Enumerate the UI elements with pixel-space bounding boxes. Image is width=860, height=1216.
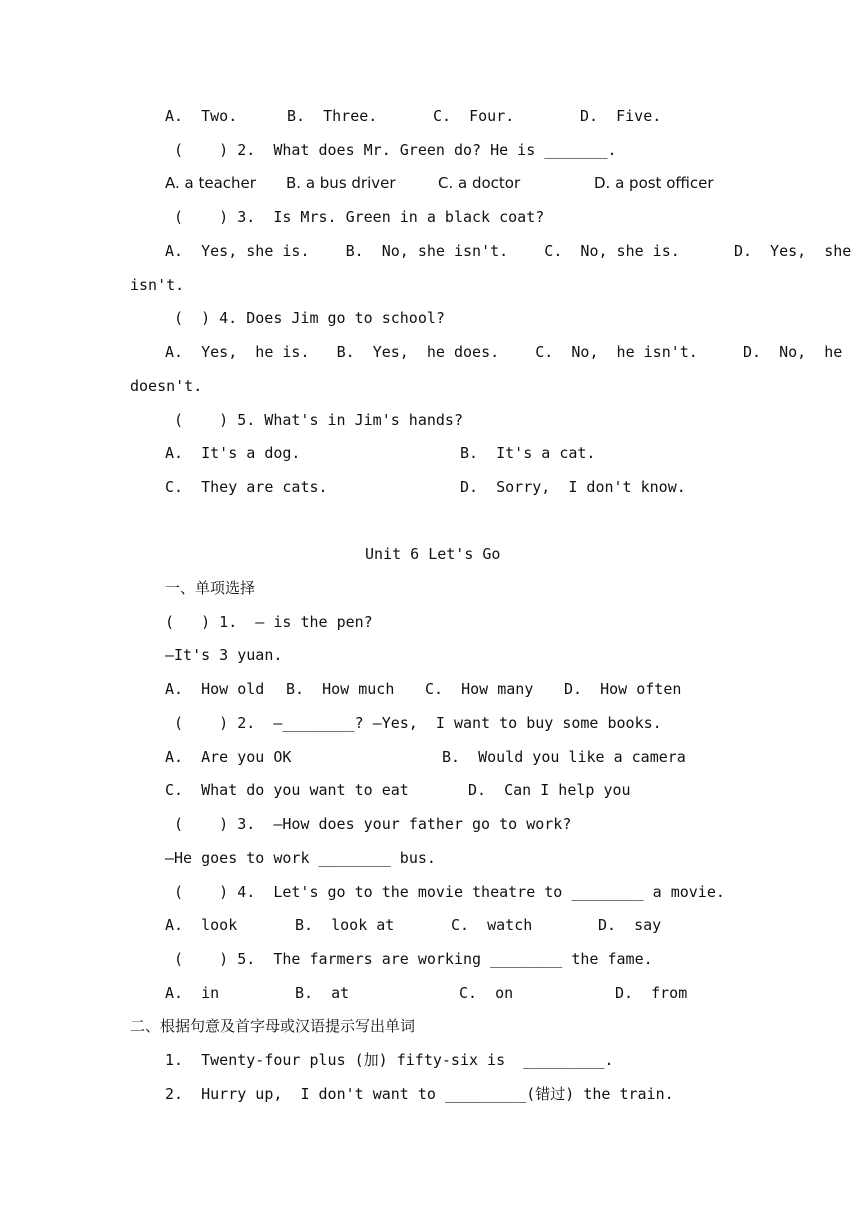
- u6-q4-option-a: A. look: [165, 916, 238, 934]
- u6-q1-option-d: D. How often: [564, 680, 682, 698]
- q5-option-b: B. It's a cat.: [460, 444, 596, 462]
- fill-item-2: 2. Hurry up, I don't want to _________(错过) the train.: [165, 1085, 674, 1103]
- q5-option-a: A. It's a dog.: [165, 444, 301, 462]
- section1-heading: 一、单项选择: [165, 579, 256, 597]
- u6-q3-stem: ( ) 3. —How does your father go to work?: [174, 815, 572, 833]
- u6-q2-option-a: A. Are you OK: [165, 748, 292, 766]
- q5-option-c: C. They are cats.: [165, 478, 328, 496]
- q2-option-c: C. a doctor: [438, 174, 521, 192]
- q3-options-line1: A. Yes, she is. B. No, she isn't. C. No, she is. D. Yes, she: [165, 242, 852, 260]
- q4-options-line2: doesn't.: [130, 377, 203, 395]
- q2-option-b: B. a bus driver: [286, 174, 396, 192]
- u6-q5-stem: ( ) 5. The farmers are working ________ the fame.: [174, 950, 653, 968]
- q1-option-b: B. Three.: [287, 107, 378, 125]
- u6-q1-option-c: C. How many: [425, 680, 534, 698]
- u6-q1-stem: ( ) 1. — is the pen?: [165, 613, 373, 631]
- q2-option-a: A. a teacher: [165, 174, 256, 192]
- u6-q3-answer: —He goes to work ________ bus.: [165, 849, 436, 867]
- q2-option-d: D. a post officer: [594, 174, 714, 192]
- u6-q2-option-c: C. What do you want to eat: [165, 781, 409, 799]
- u6-q2-option-b: B. Would you like a camera: [442, 748, 686, 766]
- u6-q5-option-a: A. in: [165, 984, 220, 1002]
- q3-stem: ( ) 3. Is Mrs. Green in a black coat?: [174, 208, 545, 226]
- u6-q1-answer: —It's 3 yuan.: [165, 646, 283, 664]
- q5-stem: ( ) 5. What's in Jim's hands?: [174, 411, 463, 429]
- u6-q4-option-b: B. look at: [295, 916, 395, 934]
- q4-stem: ( ) 4. Does Jim go to school?: [174, 309, 445, 327]
- q1-option-a: A. Two.: [165, 107, 238, 125]
- u6-q4-option-c: C. watch: [451, 916, 533, 934]
- u6-q4-stem: ( ) 4. Let's go to the movie theatre to ________ a movie.: [174, 883, 725, 901]
- u6-q2-stem: ( ) 2. —________? —Yes, I want to buy some books.: [174, 714, 662, 732]
- unit-title: Unit 6 Let's Go: [365, 545, 501, 563]
- q4-options-line1: A. Yes, he is. B. Yes, he does. C. No, he isn't. D. No, he: [165, 343, 843, 361]
- q2-stem: ( ) 2. What does Mr. Green do? He is _______.: [174, 141, 617, 159]
- u6-q2-option-d: D. Can I help you: [468, 781, 631, 799]
- section2-heading: 二、根据句意及首字母或汉语提示写出单词: [130, 1017, 416, 1035]
- u6-q5-option-b: B. at: [295, 984, 350, 1002]
- u6-q1-option-b: B. How much: [286, 680, 395, 698]
- u6-q4-option-d: D. say: [598, 916, 662, 934]
- fill-item-1: 1. Twenty-four plus (加) fifty-six is _________.: [165, 1051, 614, 1069]
- q5-option-d: D. Sorry, I don't know.: [460, 478, 686, 496]
- q1-option-d: D. Five.: [580, 107, 662, 125]
- u6-q1-option-a: A. How old: [165, 680, 265, 698]
- u6-q5-option-d: D. from: [615, 984, 688, 1002]
- q3-options-line2: isn't.: [130, 276, 185, 294]
- u6-q5-option-c: C. on: [459, 984, 514, 1002]
- q1-option-c: C. Four.: [433, 107, 515, 125]
